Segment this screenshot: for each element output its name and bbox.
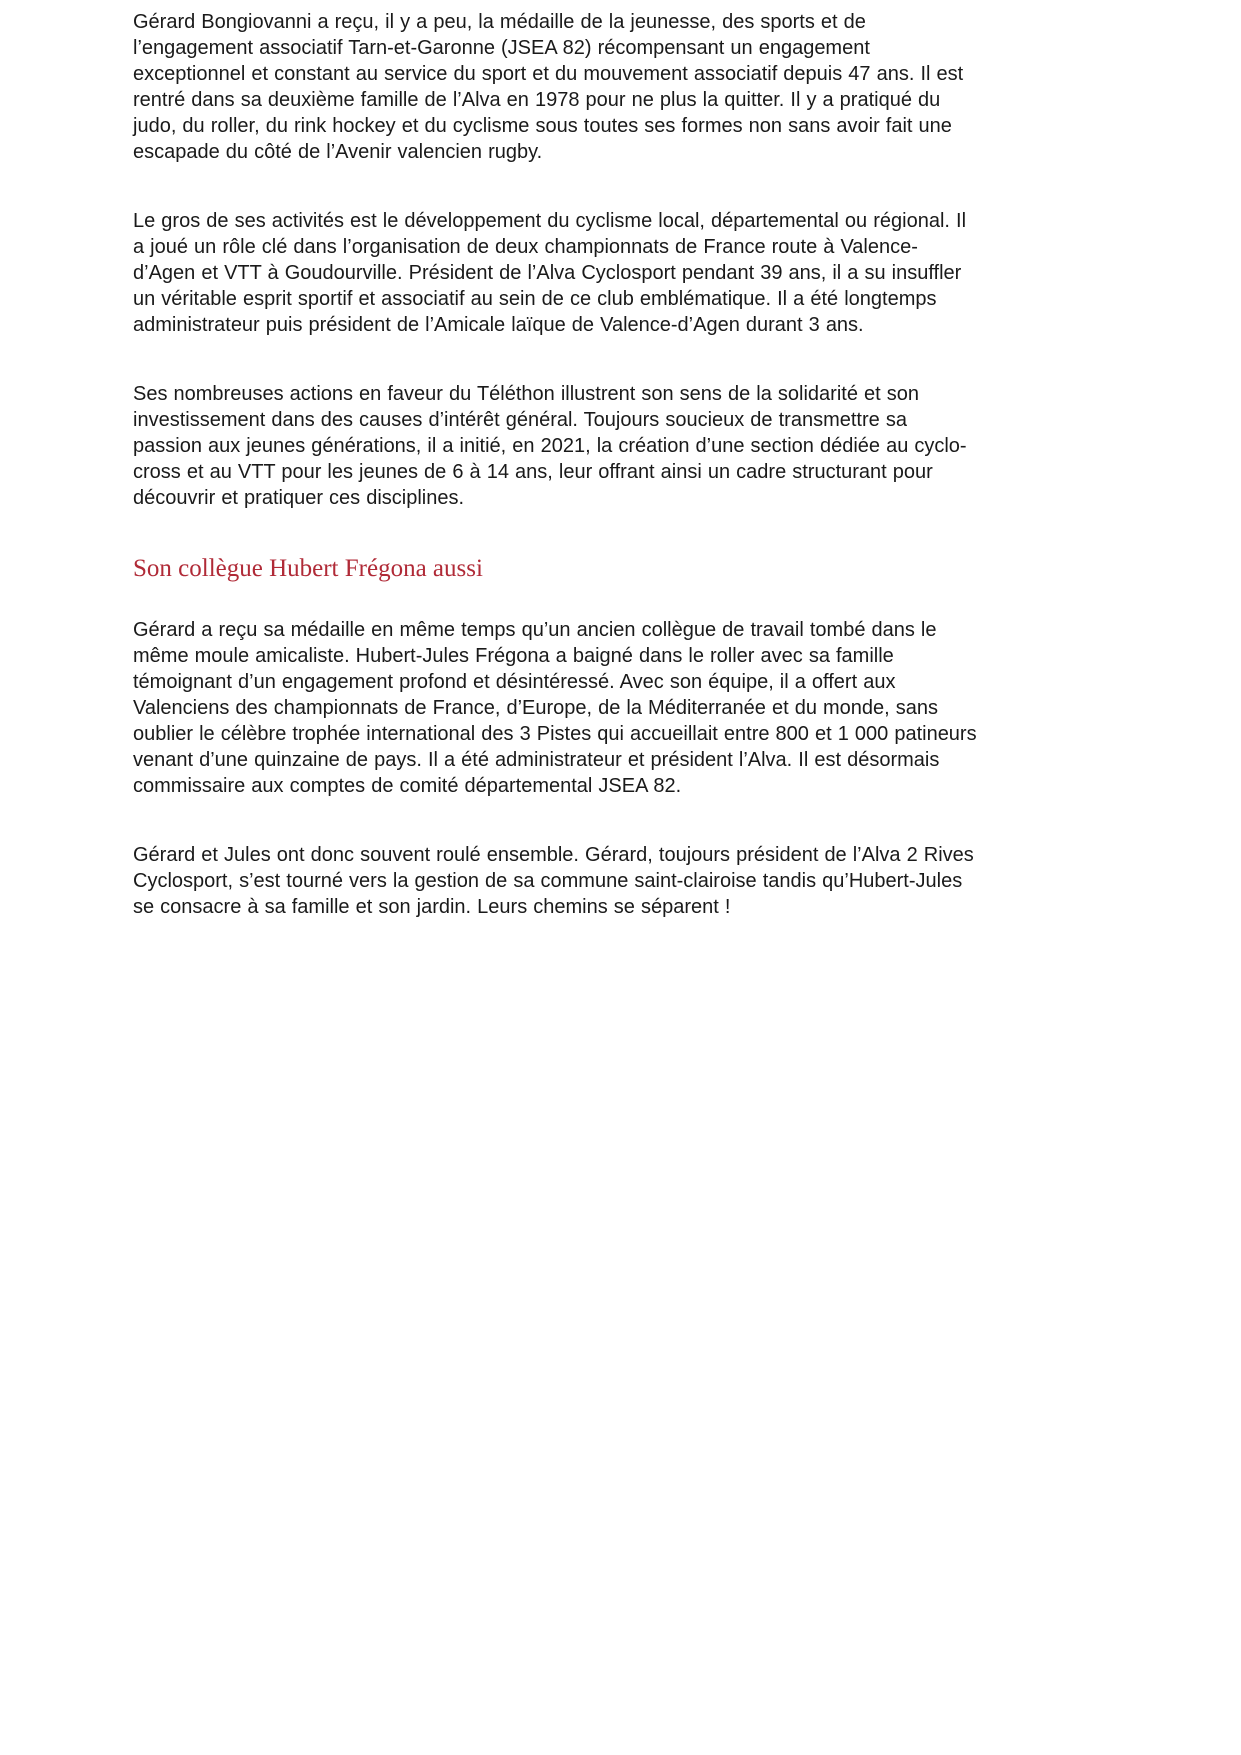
- paragraph: Ses nombreuses actions en faveur du Téléthon illustrent son sens de la solidarité et son investissement dans des causes d’intérêt général. Toujours soucieux de transmettre sa passion aux jeunes générations, il a initié, en 2021, la création d’une section dédiée au cyclo-cross et au VTT pour les jeunes de 6 à 14 ans, leur offrant ainsi un cadre structurant pour découvrir et pratiquer ces disciplines.: [133, 383, 967, 509]
- paragraph: Gérard Bongiovanni a reçu, il y a peu, la médaille de la jeunesse, des sports et de l’engagement associatif Tarn-et-Garonne (JSEA 82) récompensant un engagement exceptionnel et constant au service du sport et du mouvement associatif depuis 47 ans. Il est rentré dans sa deuxième famille de l’Alva en 1978 pour ne plus la quitter. Il y a pratiqué du judo, du roller, du rink hockey et du cyclisme sous toutes ses formes non sans avoir fait une escapade du côté de l’Avenir valencien rugby.: [133, 11, 964, 163]
- paragraph: Le gros de ses activités est le développement du cyclisme local, départemental ou régional. Il a joué un rôle clé dans l’organisation de deux championnats de France route à Valence-d’Agen et VTT à Goudourville. Président de l’Alva Cyclosport pendant 39 ans, il a su insuffler un véritable esprit sportif et associatif au sein de ce club emblématique. Il a été longtemps administrateur puis président de l’Amicale laïque de Valence-d’Agen durant 3 ans.: [133, 210, 967, 336]
- paragraph: Gérard et Jules ont donc souvent roulé ensemble. Gérard, toujours président de l’Alva 2 Rives Cyclosport, s’est tourné vers la gestion de sa commune saint-clairoise tandis qu’Hubert-Jules se consacre à sa famille et son jardin. Leurs chemins se séparent !: [133, 844, 974, 918]
- section-heading: Son collègue Hubert Frégona aussi: [133, 555, 483, 582]
- article-body: [133, 9, 978, 963]
- paragraph: Gérard a reçu sa médaille en même temps qu’un ancien collègue de travail tombé dans le même moule amicaliste. Hubert-Jules Frégona a baigné dans le roller avec sa famille témoignant d’un engagement profond et désintéressé. Avec son équipe, il a offert aux Valenciens des championnats de France, d’Europe, de la Méditerranée et du monde, sans oublier le célèbre trophée international des 3 Pistes qui accueillait entre 800 et 1 000 patineurs venant d’une quinzaine de pays. Il a été administrateur et président l’Alva. Il est désormais commissaire aux comptes de comité départemental JSEA 82.: [133, 619, 977, 797]
